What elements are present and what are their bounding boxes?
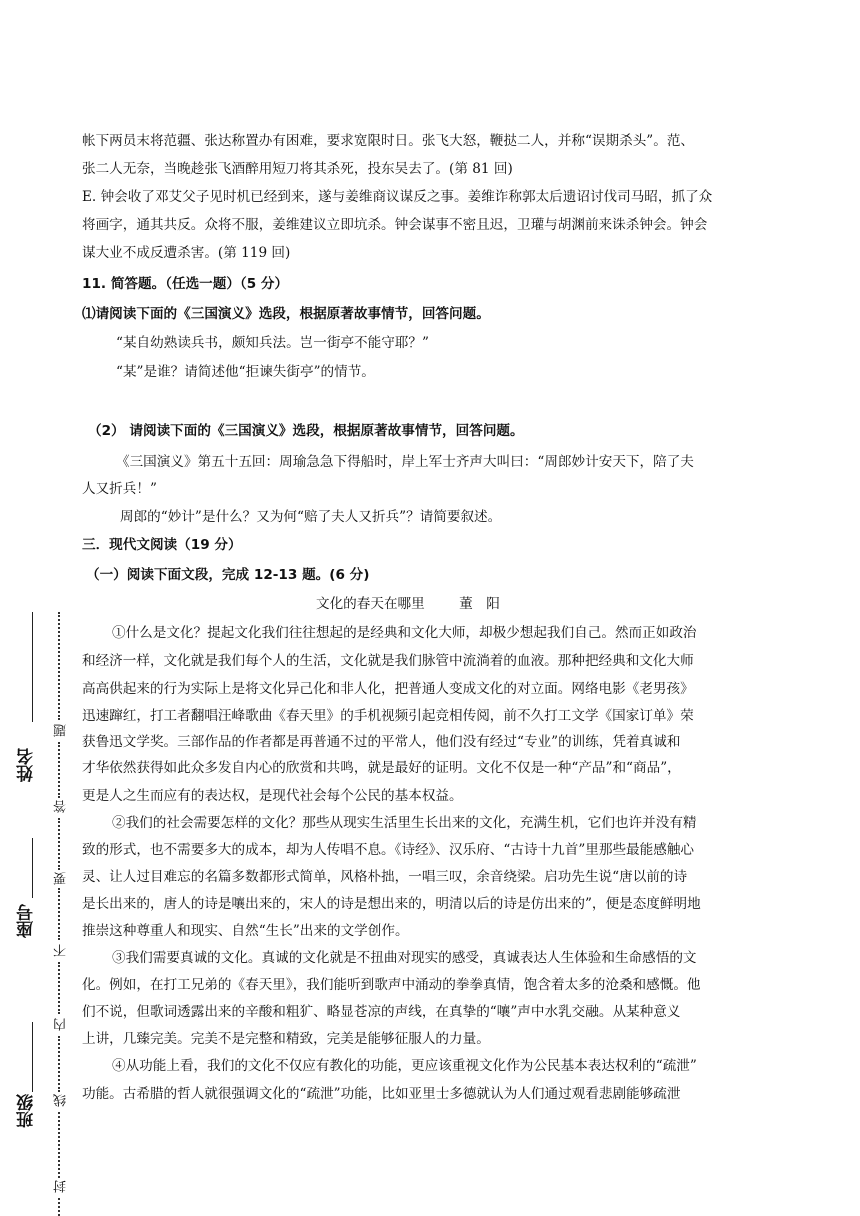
article-title-row: [316, 594, 500, 614]
seal-dotted-line-5: [58, 962, 60, 1014]
option-e-line: E. 钟会收了邓艾父子见时机已经到来，遂与姜维商议谋反之事。姜维诈称郭太后遗诏讨伐司马昭，抓了众: [82, 189, 713, 205]
seal-dotted-line-4: [58, 888, 60, 940]
paragraph-1-line: 才华依然获得如此众多发自内心的欣赏和共鸣，就是最好的证明。文化不仅是一种“产品”和“商品”，: [82, 760, 681, 776]
quote-2-line-1: 《三国演义》第五十五回：周瑜急急下得船时，岸上军士齐声大叫曰：“周郎妙计安天下，陪了夫: [116, 454, 694, 470]
seal-dotted-line-6: [58, 1036, 60, 1092]
seal-char-feng: 封: [54, 1180, 69, 1193]
paragraph-3-line: 们不说，但歌词透露出来的辛酸和粗犷、略显苍凉的声线，在真挚的“嚷”声中水乳交融。从某种意义: [82, 1004, 681, 1020]
text-line: 谋大业不成反遭杀害。(第 119 回): [82, 245, 291, 261]
seal-char-yao: 要: [54, 872, 69, 885]
article-author: 董 阳: [459, 596, 500, 612]
paragraph-1-line: ①什么是文化？提起文化我们往往想起的是经典和文化大师，却极少想起我们自己。然而正如政治: [112, 625, 697, 641]
seal-char-nei: 内: [54, 1018, 69, 1031]
text-line: 将画字，通其共反。众将不服，姜维建议立即坑杀。钟会谋事不密且迟，卫瓘与胡渊前来诛杀钟会。钟会: [82, 217, 708, 233]
class-write-line: [32, 1022, 33, 1092]
seal-dotted-line-1: [58, 612, 60, 720]
paragraph-3-line: 上讲，几臻完美。完美不是完整和精致，完美是能够征服人的力量。: [82, 1031, 490, 1047]
paragraph-3-line: ③我们需要真诚的文化。真诚的文化就是不扭曲对现实的感受，真诚表达人生体验和生命感悟的文: [112, 950, 697, 966]
seat-write-line: [32, 838, 33, 898]
paragraph-4-line: ④从功能上看，我们的文化不仅应有教化的功能，更应该重视文化作为公民基本表达权利的“疏泄”: [112, 1058, 697, 1074]
question-11-heading: 11. 简答题。（任选一题）（5 分）: [82, 276, 289, 292]
question-11-1-prompt: ⑴请阅读下面的《三国演义》选段，根据原著故事情节，回答问题。: [82, 306, 490, 322]
paragraph-1-line: 和经济一样，文化就是我们每个人的生活，文化就是我们脉管中流淌着的血液。那种把经典和文化大师: [82, 653, 694, 669]
paragraph-2-line: ②我们的社会需要怎样的文化？那些从现实生活里生长出来的文化，充满生机，它们也许并没有精: [112, 815, 697, 831]
seal-dotted-line-2: [58, 742, 60, 798]
section-3-heading: 三．现代文阅读（19 分）: [82, 537, 242, 553]
paragraph-3-line: 化。例如，在打工兄弟的《春天里》，我们能听到歌声中涌动的拳拳真情，饱含着太多的沧桑和感慨。他: [82, 977, 701, 993]
seat-label: 座号: [17, 904, 37, 938]
question-11-2-prompt: （2） 请阅读下面的《三国演义》选段，根据原著故事情节，回答问题。: [88, 423, 524, 439]
name-label: 姓名: [17, 748, 37, 782]
paragraph-1-line: 迅速蹿红，打工者翻唱汪峰歌曲《春天里》的手机视频引起竞相传阅，前不久打工文学《国家订单》荣: [82, 708, 694, 724]
section-3-1-heading: （一）阅读下面文段，完成 12-13 题。(6 分): [86, 567, 370, 583]
paragraph-4-line: 功能。古希腊的哲人就很强调文化的“疏泄”功能，比如亚里士多德就认为人们通过观看悲剧能够疏泄: [82, 1086, 681, 1102]
name-write-line: [32, 612, 33, 722]
seal-char-xian: 线: [54, 1094, 69, 1107]
seal-char-ti: 题: [54, 724, 69, 737]
class-label: 班级: [17, 1094, 37, 1128]
seal-char-da: 答: [54, 800, 69, 813]
paragraph-2-line: 推崇这种尊重人和现实、自然“生长”出来的文学创作。: [82, 923, 409, 939]
paragraph-1-line: 获鲁迅文学奖。三部作品的作者都是再普通不过的平常人，他们没有经过“专业”的训练，凭着真诚和: [82, 734, 681, 750]
paragraph-1-line: 更是人之生而应有的表达权，是现代社会每个公民的基本权益。: [82, 788, 463, 804]
paragraph-2-line: 致的形式，也不需要多大的成本，却为人传唱不息。《诗经》、汉乐府、“古诗十九首”里那些最能感触心: [82, 842, 695, 858]
seal-dotted-line-7: [58, 1112, 60, 1178]
seal-dotted-line-3: [58, 818, 60, 870]
article-title: 文化的春天在哪里: [316, 596, 425, 612]
question-11-1-ask: “某”是谁？请简述他“拒谏失街亭”的情节。: [116, 364, 375, 380]
paragraph-2-line: 灵、让人过目难忘的名篇多数都形式简单，风格朴拙，一唱三叹，余音绕梁。启功先生说“唐以前的诗: [82, 869, 688, 885]
text-line: 帐下两员末将范疆、张达称置办有困难，要求宽限时日。张飞大怒，鞭挞二人，并称“误期杀头”。范、: [82, 133, 695, 149]
seal-dotted-line-8: [58, 1198, 60, 1216]
quote-1: “某自幼熟读兵书，颇知兵法。岂一街亭不能守耶？”: [116, 335, 429, 351]
quote-2-line-2: 人又折兵！”: [82, 481, 157, 497]
seal-char-bu: 不: [54, 944, 69, 957]
paragraph-2-line: 是长出来的，唐人的诗是嚷出来的，宋人的诗是想出来的，明清以后的诗是仿出来的”，便是态度鲜明地: [82, 896, 701, 912]
text-line: 张二人无奈，当晚趁张飞酒醉用短刀将其杀死，投东吴去了。(第 81 回): [82, 161, 513, 177]
paragraph-1-line: 高高供起来的行为实际上是将文化异己化和非人化，把普通人变成文化的对立面。网络电影《老男孩》: [82, 681, 694, 697]
question-11-2-ask: 周郎的“妙计”是什么？又为何“赔了夫人又折兵”？请简要叙述。: [120, 509, 502, 525]
